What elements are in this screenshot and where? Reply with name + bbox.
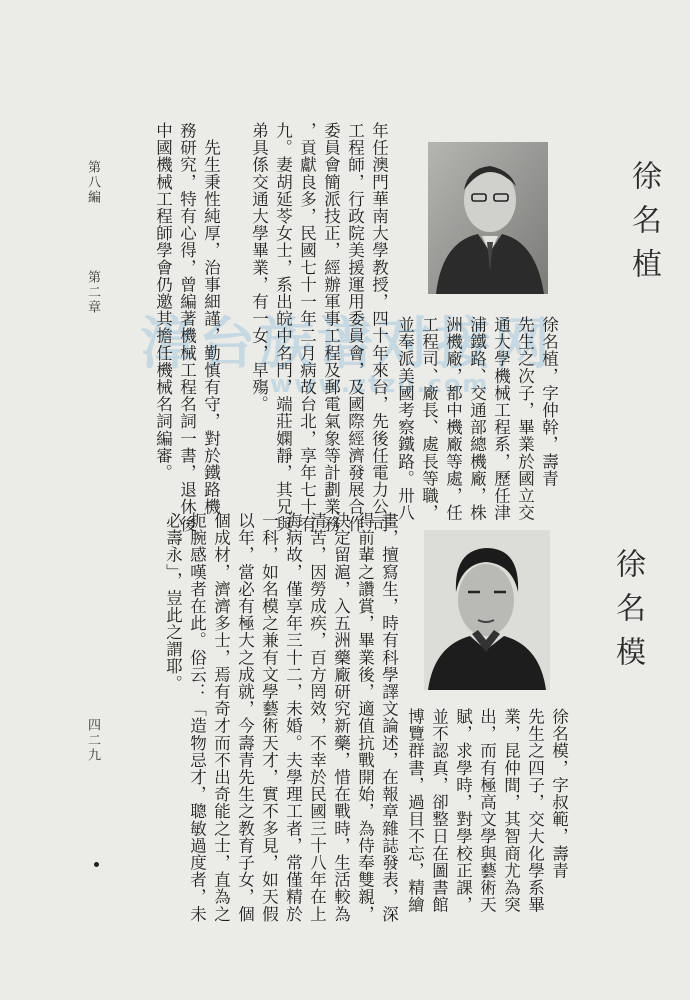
entry2-line-10: 決定留滬，入五洲藥廠研究新藥，惜在戰時，生活較為 [331,512,351,923]
entry1-line-3: 通大學機械工程系，歷任津 [491,316,511,522]
page-number: 四二九 [85,718,100,763]
entry2-line-7: 博覽群書，過目不忘，精繪 [405,708,425,914]
entry1-line-15: 務研究，特有心得，曾編著機械工程名詞一書，退休後 [177,122,197,533]
portrait-photo-2 [424,530,550,690]
entry2-line-5: 賦，求學時，對學校正課， [453,708,473,914]
entry2-line-4: 出，而有極高文學與藝術天 [477,708,497,914]
entry2-line-8: 畫，擅寫生，時有科學譯文論述，在報章雜誌發表，深 [379,512,399,923]
entry2-line-12: 海病故，僅享年三十二，未婚。夫學理工者，常僅精於 [283,512,303,923]
entry1-line-8: 年任澳門華南大學教授，四十年來台，先後任電力公司 [369,122,389,533]
part-label: 第八編 [85,160,100,205]
entry1-name: 徐名植 [626,160,661,292]
entry2-line-1: 徐名模，字叔範，壽青 [549,708,569,879]
entry1-line-12: 九。妻胡延苓女士，系出皖中名門，端莊嫻靜，其兄與 [273,122,293,533]
entry2-line-9: 得前輩之讚賞，畢業後，適值抗戰開始，為侍奉雙親， [355,512,375,923]
entry1-line-10: 委員會簡派技正，經辦軍事工程及郵電氣象等計劃業務 [321,122,341,533]
watermark-url: www.ztzu.com [270,370,490,398]
entry1-line-4: 浦鐵路、交通部總機廠，株 [467,316,487,522]
entry1-line-14: 先生秉性純厚，治事細謹，勤慎有守，對於鐵路機 [201,122,221,516]
entry1-line-6: 工程司、廠長、處長等職， [419,316,439,522]
entry2-line-14: 以年，當必有極大之成就，今壽青先生之教育子女，個 [235,512,255,923]
portrait-photo-1 [428,142,548,294]
ink-dot [94,862,99,867]
entry2-name: 徐名模 [610,548,645,680]
entry2-line-6: 並不認真，卻整日在圖書館 [429,708,449,914]
entry1-line-11: ，貢獻良多，民國七十一年二月病故台北，享年七十有 [297,122,317,533]
entry2-line-3: 業，昆仲間，其智商尤為突 [501,708,521,914]
entry2-line-11: 清苦，因勞成疾，百方罔效，不幸於民國三十八年在上 [307,512,327,923]
entry1-line-16: 中國機械工程師學會仍邀其擔任機械名詞編審。 [153,122,173,482]
entry1-line-7: 並奉派美國考察鐵路。卅八 [395,316,415,522]
entry2-line-16: 扼腕感嘆者在此。俗云：「造物忌才，聰敏過度者，未 [187,512,207,923]
watermark-text: 漳台族谱对接网 [140,312,553,377]
entry1-line-5: 洲機廠，都中機廠等處，任 [443,316,463,522]
chapter-label: 第二章 [85,270,100,315]
entry2-line-17: 必壽永」，豈此之謂耶。 [163,512,183,692]
entry1-line-1: 徐名植，字仲幹，壽青 [539,316,559,487]
entry2-line-15: 個成材，濟濟多士，焉有奇才而不出奇能之士，直為之 [211,512,231,923]
entry1-line-13: 弟具係交通大學畢業，有一女，早殤。 [249,122,269,413]
entry2-line-2: 先生之四子，交大化學系畢 [525,708,545,914]
entry2-line-13: 一科，如名模之兼有文學藝術天才，實不多見，如天假 [259,512,279,923]
entry1-line-2: 先生之次子，畢業於國立交 [515,316,535,522]
entry1-line-9: 工程師，行政院美援運用委員會，及國際經濟發展合作 [345,122,365,533]
